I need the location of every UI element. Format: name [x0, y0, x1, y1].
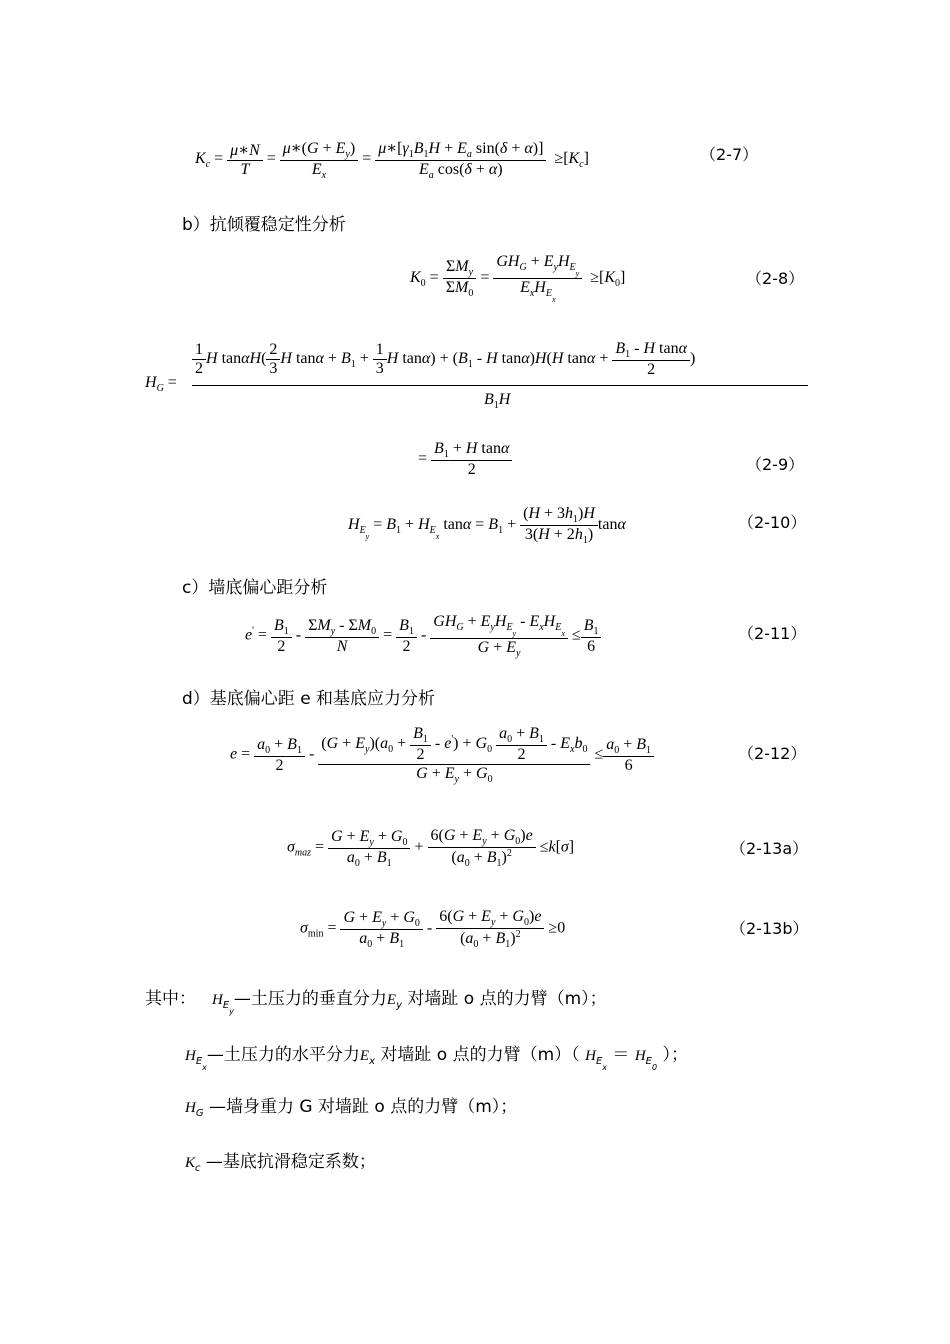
- equation-2-13a: $\sigma_{maz}$ = $\frac{G + E_y + G_0}{a_0 + B_1}$ + $\frac{6(G + E_y + G_0)e}{(a_0 + B_1)^2}$ ≤k[σ]: [287, 827, 575, 869]
- hg-lhs: $H_G$ =: [145, 374, 177, 394]
- equation-label-2-10: （2-10）: [738, 513, 807, 532]
- equation-label-2-13b: （2-13b）: [730, 919, 809, 938]
- heading-d: d）基底偏心距 e 和基底应力分析: [182, 689, 436, 709]
- equation-label-2-11: （2-11）: [738, 624, 807, 643]
- note-hg: $H_G$ —墙身重力 G 对墙趾 o 点的力臂（m）；: [185, 1097, 518, 1119]
- equation-2-11: e' = $\frac{B_1}{2}$ - $\frac{\Sigma M_y - \Sigma M_0}{N}$ = $\frac{B_1}{2}$ - $\frac{GH_G + E_yH_{E_y} - E_xH_{E_x}}{G + E_y}$ ≤ $\frac{B_1}{6}$: [245, 613, 601, 659]
- hg-numerator: $\frac{1}{2}$ H tanαH( $\frac{2}{3}$ H $\tan\alpha + B_1$ + $\frac{1}{3}$ H $\tan\alpha) + (B_1 - H$ tanα)H(H tanα + $\frac{B_1 - H \tan\alpha}{2}$ ): [192, 340, 695, 379]
- heading-b: b）抗倾覆稳定性分析: [182, 215, 346, 235]
- equation-2-13b: $\sigma_{min}$ = $\frac{G + E_y + G_0}{a_0 + B_1}$ - $\frac{6(G + E_y + G_0)e}{(a_0 + B_1)^2}$ ≥0: [300, 908, 566, 950]
- heading-c: c）墙底偏心距分析: [182, 578, 328, 598]
- equation-2-9: = $\frac{B_1 + H \tan\alpha}{2}$: [418, 440, 512, 479]
- equation-2-10: $H_{E_y} = B_1 + H_{E_x}$ $\tan\alpha = B_1$ + $\frac{(H + 3h_1)H}{3(H + 2h_1)}$ tanα: [348, 505, 626, 546]
- note-hey: $H_{E_y}—$土压力的垂直分力$E_y$ 对墙趾 o 点的力臂（m）；: [212, 989, 607, 1016]
- equation-label-2-7: （2-7）: [700, 145, 759, 164]
- note-kc: $K_c$ —基底抗滑稳定系数；: [185, 1152, 376, 1174]
- equation-label-2-12: （2-12）: [738, 744, 807, 763]
- hg-denominator: $B_1H$: [484, 391, 511, 411]
- equation-2-12: e = $\frac{a_0 + B_1}{2}$ - $(G + E_y)(a_0$ + $\frac{B_1}{2}$ - $e') + G_0$ $\frac{a_0 + B_1}{2}$ - $E_xb_0$ $G + E_y + G_0$ ≤ $\frac{a_0 + B_1}{6}$: [230, 725, 654, 785]
- equation-2-8: $K_0$ = $\frac{\Sigma M_y}{\Sigma M_0}$ = $\frac{GH_G + E_yH_{E_y}}{E_xH_{E_x}}$ $\ge[K_0]$: [410, 253, 626, 304]
- equation-2-7: $K_c$ = $\frac{\mu∗N}{T}$ = $\frac{\mu∗(G + E_y)}{E_x}$ = $\frac{\mu∗[\gamma_1B_1H + E_a \sin(\delta + \alpha)]}{E_a \cos(\delta + \alpha)}$ $\ge[K_c]$: [195, 140, 589, 181]
- note-hex: $H_{E_x}—$土压力的水平分力$E_x$ 对墙趾 o 点的力臂（m）（ $H_{E_x} = H_{E_0}$ ）；: [185, 1045, 688, 1072]
- notes-intro: 其中：: [145, 989, 196, 1009]
- equation-label-2-13a: （2-13a）: [730, 839, 809, 858]
- equation-label-2-9: （2-9）: [746, 455, 805, 474]
- hg-fraction-bar: [192, 385, 808, 386]
- equation-label-2-8: （2-8）: [746, 269, 805, 288]
